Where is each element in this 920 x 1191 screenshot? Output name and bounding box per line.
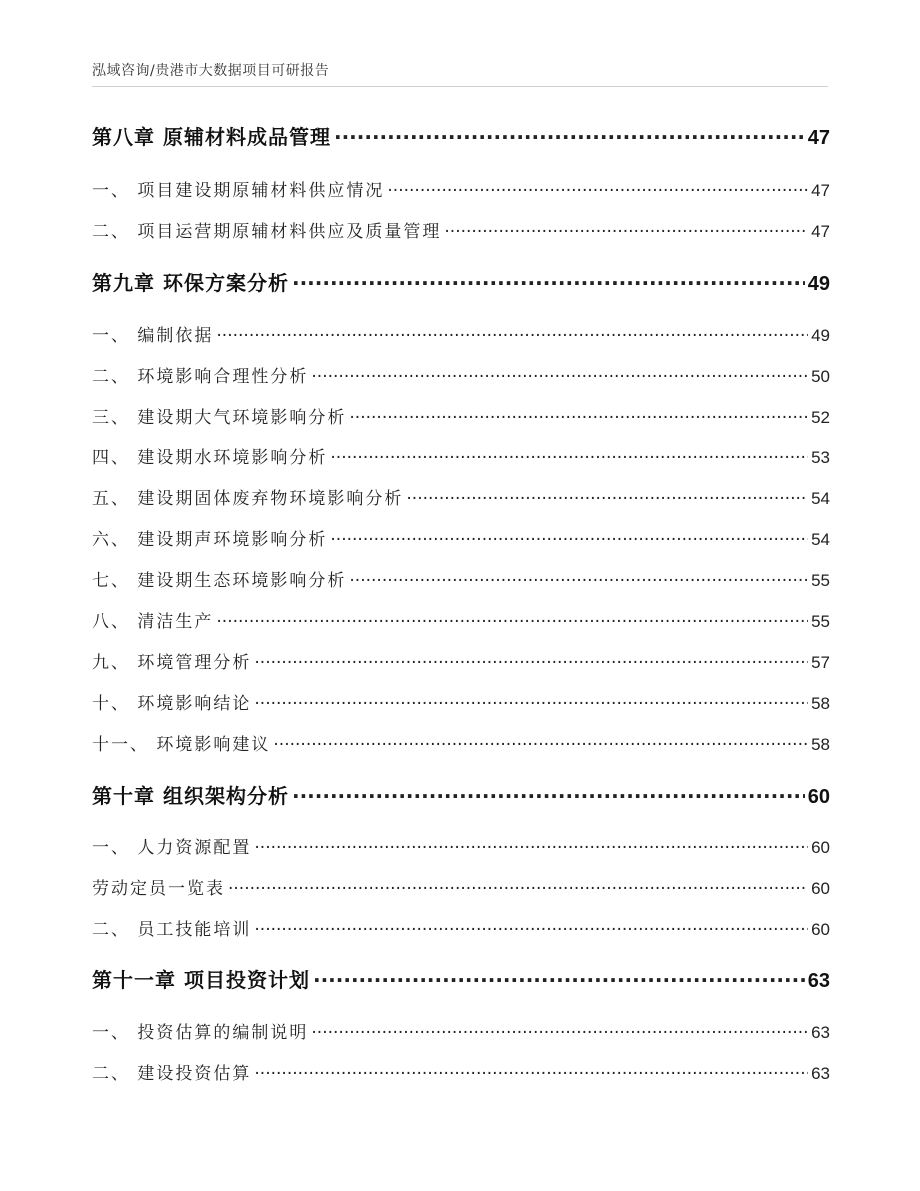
toc-page-number: 47 xyxy=(811,181,830,200)
toc-section-row[interactable] xyxy=(92,730,830,755)
dot-leader xyxy=(216,612,808,632)
toc-page-number: 60 xyxy=(811,838,830,857)
toc-section-row[interactable] xyxy=(92,566,830,591)
toc-entry-title: 第十一章 项目投资计划 xyxy=(92,968,310,992)
toc-entry-title: 十一、 环境影响建议 xyxy=(92,735,271,755)
toc-section-row[interactable] xyxy=(92,525,830,550)
dot-leader xyxy=(313,968,805,992)
dot-leader xyxy=(292,271,805,295)
toc-section-row[interactable] xyxy=(92,321,830,346)
dot-leader xyxy=(406,489,808,509)
toc-entry-title: 一、 项目建设期原辅材料供应情况 xyxy=(92,181,385,201)
toc-page-number: 47 xyxy=(811,222,830,241)
toc-chapter-row[interactable] xyxy=(92,121,830,150)
toc-page-number: 55 xyxy=(811,612,830,631)
dot-leader xyxy=(334,125,805,149)
toc-entry-title: 一、 投资估算的编制说明 xyxy=(92,1023,309,1043)
toc-entry-title: 八、 清洁生产 xyxy=(92,612,214,632)
toc-section-row[interactable] xyxy=(92,362,830,387)
toc-page-number: 58 xyxy=(811,694,830,713)
toc-section-row[interactable] xyxy=(92,689,830,714)
toc-section-row[interactable] xyxy=(92,648,830,673)
toc-entry-title: 三、 建设期大气环境影响分析 xyxy=(92,408,347,428)
toc-section-row[interactable] xyxy=(92,176,830,201)
dot-leader xyxy=(254,694,808,714)
toc-entry-title: 一、 编制依据 xyxy=(92,326,214,346)
toc-page-number: 63 xyxy=(811,1023,830,1042)
toc-section-row[interactable] xyxy=(92,443,830,468)
dot-leader xyxy=(311,367,808,387)
toc-entry-title: 六、 建设期声环境影响分析 xyxy=(92,530,328,550)
toc-entry-title: 五、 建设期固体废弃物环境影响分析 xyxy=(92,489,404,509)
dot-leader xyxy=(254,653,808,673)
toc-entry-title: 七、 建设期生态环境影响分析 xyxy=(92,571,347,591)
toc-section-row[interactable] xyxy=(92,484,830,509)
toc-section-row[interactable] xyxy=(92,1059,830,1084)
toc-entry-title: 二、 环境影响合理性分析 xyxy=(92,367,309,387)
dot-leader xyxy=(254,838,808,858)
toc-section-row[interactable] xyxy=(92,403,830,428)
toc-page-number: 58 xyxy=(811,735,830,754)
running-header: 泓域咨询/贵港市大数据项目可研报告 xyxy=(92,63,330,79)
toc-entry-title: 四、 建设期水环境影响分析 xyxy=(92,448,328,468)
toc-page-number: 54 xyxy=(811,489,830,508)
toc-chapter-row[interactable] xyxy=(92,267,830,296)
toc-page-number: 53 xyxy=(811,448,830,467)
toc-entry-title: 二、 建设投资估算 xyxy=(92,1064,252,1084)
toc-entry-title: 十、 环境影响结论 xyxy=(92,694,252,714)
toc-page-number: 52 xyxy=(811,408,830,427)
toc-page-number: 60 xyxy=(811,879,830,898)
toc-page-number: 60 xyxy=(811,920,830,939)
dot-leader xyxy=(216,326,808,346)
table-of-contents xyxy=(92,0,830,1191)
toc-entry-title: 第八章 原辅材料成品管理 xyxy=(92,125,331,149)
dot-leader xyxy=(311,1023,808,1043)
toc-page-number: 49 xyxy=(807,273,830,295)
toc-chapter-row[interactable] xyxy=(92,780,830,809)
toc-entry-title: 第九章 环保方案分析 xyxy=(92,271,289,295)
dot-leader xyxy=(330,448,808,468)
toc-chapter-row[interactable] xyxy=(92,964,830,993)
toc-page-number: 63 xyxy=(807,970,830,992)
toc-entry-title: 第十章 组织架构分析 xyxy=(92,784,289,808)
toc-entry-title: 二、 项目运营期原辅材料供应及质量管理 xyxy=(92,222,442,242)
toc-section-row[interactable] xyxy=(92,915,830,940)
dot-leader xyxy=(349,408,808,428)
toc-page-number: 60 xyxy=(807,786,830,808)
dot-leader xyxy=(273,735,808,755)
toc-entry-title: 劳动定员一览表 xyxy=(92,879,225,899)
toc-section-row[interactable] xyxy=(92,874,830,899)
toc-page-number: 50 xyxy=(811,367,830,386)
toc-page-number: 55 xyxy=(811,571,830,590)
toc-entry-title: 九、 环境管理分析 xyxy=(92,653,252,673)
toc-entry-title: 二、 员工技能培训 xyxy=(92,920,252,940)
dot-leader xyxy=(330,530,808,550)
toc-page-number: 63 xyxy=(811,1064,830,1083)
toc-section-row[interactable] xyxy=(92,607,830,632)
dot-leader xyxy=(228,879,808,899)
toc-page-number: 47 xyxy=(807,127,830,149)
dot-leader xyxy=(254,1064,808,1084)
dot-leader xyxy=(387,181,808,201)
dot-leader xyxy=(444,222,808,242)
toc-section-row[interactable] xyxy=(92,1018,830,1043)
toc-section-row[interactable] xyxy=(92,217,830,242)
toc-page-number: 49 xyxy=(811,326,830,345)
dot-leader xyxy=(254,920,808,940)
toc-page-number: 54 xyxy=(811,530,830,549)
toc-page-number: 57 xyxy=(811,653,830,672)
toc-entry-title: 一、 人力资源配置 xyxy=(92,838,252,858)
toc-section-row[interactable] xyxy=(92,833,830,858)
dot-leader xyxy=(349,571,808,591)
dot-leader xyxy=(292,784,805,808)
